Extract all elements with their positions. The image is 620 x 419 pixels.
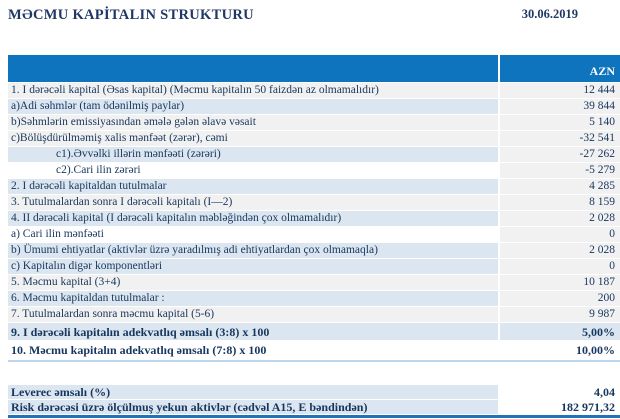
row-value: 10,00% xyxy=(500,341,620,358)
table-body xyxy=(8,83,620,359)
row-value: -5 279 xyxy=(500,163,620,178)
row-label: a)Adi səhmlər (tam ödənilmiş paylar) xyxy=(8,99,500,114)
row-value: 182 971,32 xyxy=(500,400,620,414)
row-value: 0 xyxy=(500,227,620,242)
row-label: Leverec əmsalı (%) xyxy=(8,385,500,399)
header-label-cell xyxy=(8,55,500,82)
table-row xyxy=(8,243,620,259)
row-value: 10 187 xyxy=(500,275,620,290)
row-label: c2).Cari ilin zərəri xyxy=(8,163,500,178)
row-value: 12 444 xyxy=(500,83,620,98)
row-label: c) Kapitalın digər komponentləri xyxy=(8,259,500,274)
table-header-row xyxy=(8,55,620,83)
table-row xyxy=(8,99,620,115)
row-value: 8 159 xyxy=(500,195,620,210)
table-row xyxy=(8,275,620,291)
currency-header: AZN xyxy=(589,64,615,78)
summary-table xyxy=(8,385,620,418)
row-label: 5. Məcmu kapital (3+4) xyxy=(8,275,500,290)
row-value: 9 987 xyxy=(500,307,620,322)
table-row xyxy=(8,131,620,147)
table-row xyxy=(8,147,620,163)
row-label: c1).Əvvəlki illərin mənfəəti (zərəri) xyxy=(8,147,500,162)
table-row xyxy=(8,400,620,415)
table-row xyxy=(8,385,620,400)
row-label: 3. Tutulmalardan sonra I dərəcəli kapitalı (I—2) xyxy=(8,195,500,210)
row-value: 200 xyxy=(500,291,620,306)
table-row xyxy=(8,195,620,211)
report-date: 30.06.2019 xyxy=(521,7,578,21)
table-row xyxy=(8,179,620,195)
table-row xyxy=(8,163,620,179)
row-value: 2 028 xyxy=(500,211,620,226)
row-label: Risk dərəcəsi üzrə ölçülmuş yekun aktivlər (cədvəl A15, E bəndindən) xyxy=(8,400,500,414)
capital-structure-table xyxy=(8,55,620,362)
row-label: 10. Məcmu kapitalın adekvatlıq əmsalı (7:8) x 100 xyxy=(8,341,500,358)
row-value: 4 285 xyxy=(500,179,620,194)
row-value: 39 844 xyxy=(500,99,620,114)
report-header xyxy=(0,0,620,24)
row-value: 5 140 xyxy=(500,115,620,130)
summary-table-body xyxy=(8,385,620,415)
table-row xyxy=(8,227,620,243)
table-bottom-divider xyxy=(8,360,620,362)
row-value: 4,04 xyxy=(500,385,620,399)
table-row xyxy=(8,211,620,227)
page-title: MƏCMU KAPİTALIN STRUKTURU xyxy=(8,7,254,23)
table-row xyxy=(8,341,620,359)
row-label: 2. I dərəcəli kapitaldan tutulmalar xyxy=(8,179,500,194)
row-label: a) Cari ilin mənfəəti xyxy=(8,227,500,242)
table-row xyxy=(8,115,620,131)
row-value: -32 541 xyxy=(500,131,620,146)
row-label: c)Bölüşdürülməmiş xalis mənfəət (zərər), cəmi xyxy=(8,131,500,146)
row-value: -27 262 xyxy=(500,147,620,162)
table-row xyxy=(8,259,620,275)
row-label: 7. Tutulmalardan sonra məcmu kapital (5-6) xyxy=(8,307,500,322)
table-row xyxy=(8,83,620,99)
table-row xyxy=(8,291,620,307)
row-label: 9. I dərəcəli kapitalın adekvatlıq əmsalı (3:8) x 100 xyxy=(8,323,500,340)
row-label: 6. Məcmu kapitaldan tutulmalar : xyxy=(8,291,500,306)
row-value: 2 028 xyxy=(500,243,620,258)
table-row xyxy=(8,307,620,323)
row-label: 1. I dərəcəli kapital (Əsas kapital) (Məcmu kapitalın 50 faizdən az olmamalıdır) xyxy=(8,83,500,98)
row-label: b) Ümumi ehtiyatlar (aktivlər üzrə yaradılmış adi ehtiyatlardan çox olmamaqla) xyxy=(8,243,500,258)
row-value: 0 xyxy=(500,259,620,274)
row-value: 5,00% xyxy=(500,323,620,340)
row-label: b)Səhmlərin emissiyasından əmələ gələn əlavə vəsait xyxy=(8,115,500,130)
row-label: 4. II dərəcəli kapital (I dərəcəli kapitalın məbləğindən çox olmamalıdır) xyxy=(8,211,500,226)
table-row xyxy=(8,323,620,341)
